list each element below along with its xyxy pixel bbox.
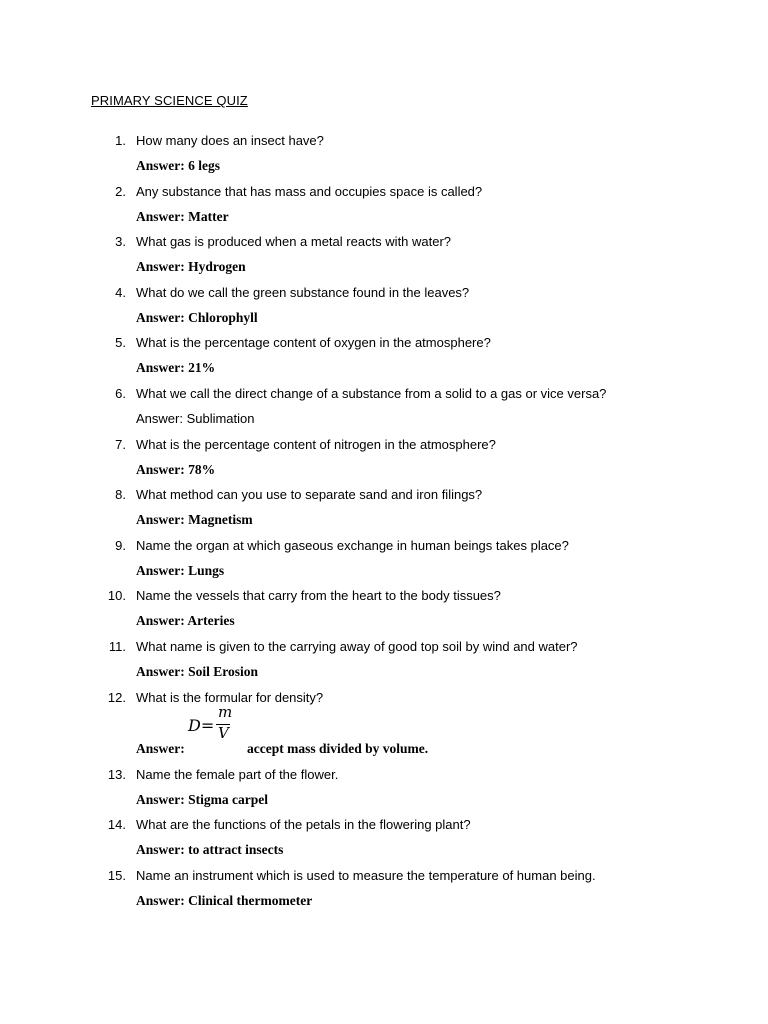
- question-item-14: [0, 815, 768, 866]
- question-number: 1.: [115, 133, 126, 148]
- question-text: How many does an insect have?: [136, 133, 324, 148]
- question-text: Name the female part of the flower.: [136, 766, 339, 782]
- question-number: 3.: [115, 234, 126, 250]
- answer-text: Answer: Arteries: [136, 613, 235, 629]
- formula-lhs: D=: [188, 715, 215, 735]
- formula-numerator: m: [218, 702, 233, 721]
- question-text: What do we call the green substance found in the leaves?: [136, 284, 470, 300]
- page-title: PRIMARY SCIENCE QUIZ: [91, 93, 248, 108]
- answer-text: Answer: Lungs: [136, 562, 225, 578]
- question-number: 15.: [107, 867, 126, 883]
- question-item-6: [0, 384, 768, 435]
- answer-text: Answer: Stigma carpel: [136, 791, 268, 807]
- question-item-15: [0, 866, 768, 917]
- question-number: 13.: [107, 766, 126, 782]
- density-formula: [188, 702, 248, 747]
- question-number: 7.: [115, 436, 126, 452]
- question-item-13: [0, 765, 768, 816]
- question-number: 2.: [115, 183, 126, 199]
- question-item-11: [0, 637, 768, 688]
- question-item-10: [0, 586, 768, 637]
- question-item-1: [0, 131, 768, 182]
- question-item-8: [0, 485, 768, 536]
- question-number: 14.: [107, 817, 126, 833]
- question-number: 8.: [115, 487, 126, 503]
- question-text: Any substance that has mass and occupies space is called?: [136, 183, 483, 199]
- answer-text: Answer: Chlorophyll: [136, 309, 258, 325]
- answer-text: Answer:: [136, 740, 185, 756]
- answer-text: Answer: Magnetism: [136, 512, 253, 528]
- question-item-3: [0, 232, 768, 283]
- formula-denominator: V: [218, 723, 229, 742]
- question-text: What is the formular for density?: [136, 689, 324, 705]
- question-text: What name is given to the carrying away of good top soil by wind and water?: [136, 638, 578, 654]
- question-item-2: [0, 182, 768, 233]
- question-list: [0, 131, 768, 916]
- answer-text: Answer: Matter: [136, 208, 229, 224]
- answer-text: Answer: 6 legs: [136, 158, 220, 173]
- question-item-5: [0, 333, 768, 384]
- answer-note: accept mass divided by volume.: [247, 740, 429, 756]
- answer-text: Answer: 78%: [136, 461, 216, 477]
- question-text: What method can you use to separate sand and iron filings?: [136, 487, 483, 503]
- question-number: 11.: [108, 638, 126, 654]
- question-number: 9.: [115, 537, 126, 553]
- question-number: 6.: [115, 385, 126, 401]
- answer-text: Answer: to attract insects: [136, 842, 284, 858]
- question-item-12: [0, 688, 768, 765]
- question-text: What are the functions of the petals in the flowering plant?: [136, 817, 471, 833]
- question-text: Name the organ at which gaseous exchange in human beings takes place?: [136, 537, 569, 553]
- question-number: 12.: [107, 689, 126, 705]
- question-text: What we call the direct change of a substance from a solid to a gas or vice versa?: [136, 385, 607, 401]
- question-item-9: [0, 536, 768, 587]
- question-text: Name an instrument which is used to measure the temperature of human being.: [136, 867, 596, 883]
- question-number: 4.: [115, 284, 126, 300]
- question-item-4: [0, 283, 768, 334]
- answer-text: Answer: Hydrogen: [136, 259, 246, 275]
- question-number: 5.: [115, 335, 126, 351]
- question-text: What is the percentage content of nitrogen in the atmosphere?: [136, 436, 496, 452]
- question-text: What is the percentage content of oxygen in the atmosphere?: [136, 335, 491, 351]
- question-number: 10.: [107, 588, 126, 604]
- answer-text: Answer: Soil Erosion: [136, 663, 259, 679]
- question-item-7: [0, 435, 768, 486]
- question-text: What gas is produced when a metal reacts with water?: [136, 234, 452, 250]
- question-text: Name the vessels that carry from the heart to the body tissues?: [136, 588, 501, 604]
- answer-text: Answer: Clinical thermometer: [136, 892, 313, 908]
- answer-text: Answer: Sublimation: [136, 410, 255, 426]
- answer-text: Answer: 21%: [136, 360, 216, 376]
